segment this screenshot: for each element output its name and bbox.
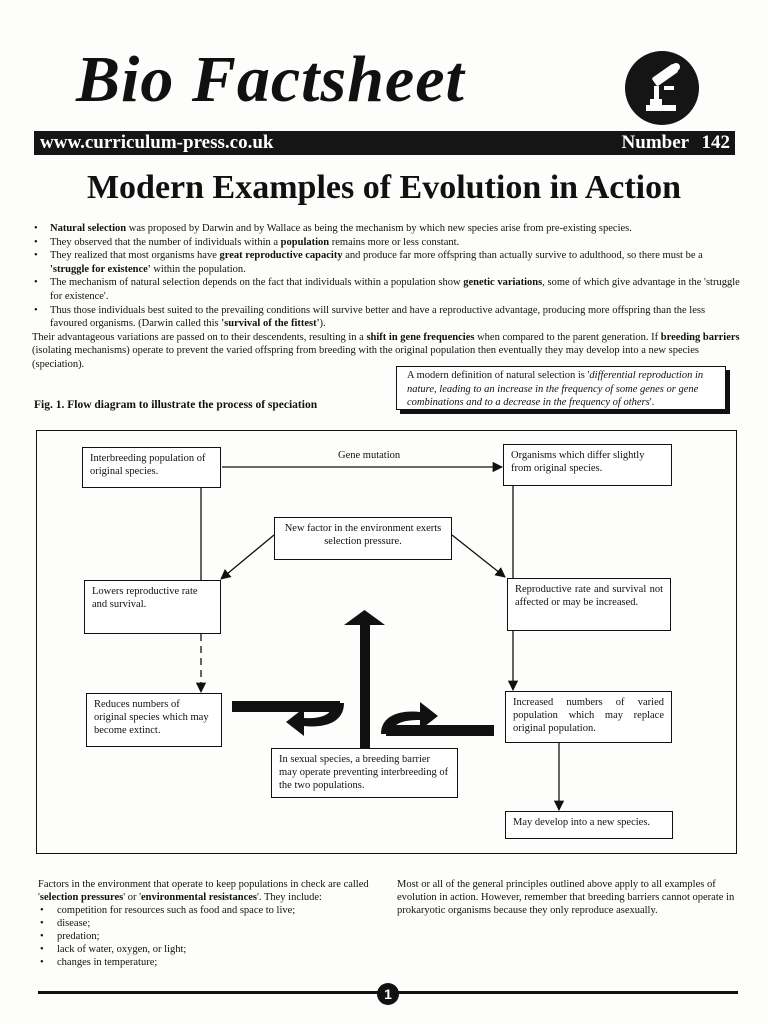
intro-bullet-run: remains more or less constant. (329, 236, 460, 248)
intro-bullet-run: and produce far more offspring than actually survive to adulthood, so there must be a (342, 250, 703, 262)
selection-pressure-item: • lack of water, oxygen, or light; (38, 943, 380, 956)
intro-bullet-run: great reproductive capacity (219, 250, 343, 262)
page-number: 1 (377, 983, 399, 1005)
intro-paragraph-run: breeding barriers (660, 331, 740, 343)
edge-label-gene-mutation: Gene mutation (338, 450, 401, 461)
selection-pressures-intro (38, 878, 380, 904)
node-reduces-numbers: Reduces numbers of original species which may become extinct. (86, 693, 222, 747)
intro-bullet-run: 'survival of the fittest' (221, 318, 320, 330)
selection-pressure-item: • disease; (38, 917, 380, 930)
intro-bullet-run: Natural selection (50, 223, 127, 234)
node-reproductive-rate-unaffected: Reproductive rate and survival not affected or may be increased. (507, 578, 671, 631)
curved-arrow-right (386, 725, 494, 736)
definition-run: differential reproduction in nature, leading to an increase in the frequency of some genes or gene combinations and to a decrease in the frequency of others (407, 370, 704, 408)
node-lowers-reproductive-rate: Lowers reproductive rate and survival. (84, 580, 221, 634)
intro-bullet-run: They observed that the number of individuals within a (50, 236, 281, 248)
intro-bullet-run: within the population. (150, 263, 246, 275)
intro-bullet-run: genetic variations (463, 277, 543, 289)
curved-arrow-left (232, 701, 340, 712)
node-organisms-differ: Organisms which differ slightly from original species. (503, 444, 672, 486)
arrow-pressure-right (452, 535, 505, 577)
breeding-barrier-arrow-up (344, 610, 385, 752)
intro-bullet-run: ). (319, 318, 326, 330)
selection-pressures-run: environmental resistances (141, 892, 257, 903)
intro-paragraph-run: shift in gene frequencies (366, 331, 475, 343)
node-new-factor: New factor in the environment exerts selection pressure. (274, 517, 452, 560)
selection-pressures-run: ' or ' (123, 892, 142, 903)
node-breeding-barrier: In sexual species, a breeding barrier may operate preventing interbreeding of the two populations. (271, 748, 458, 798)
intro-bullet-run: 'struggle for existence' (50, 263, 151, 275)
brand-title: Bio Factsheet (76, 43, 465, 116)
selection-pressures-list (38, 904, 380, 969)
website-url: www.curriculum-press.co.uk (40, 132, 274, 153)
intro-bullet-run: was proposed by Darwin and by Wallace as being the mechanism by which new species arise from pre-existing species. (126, 223, 632, 234)
intro-paragraph-run: Their advantageous variations are passed on to their descendents, resulting in a (32, 331, 367, 343)
selection-pressures-run: selection pressures (39, 892, 124, 903)
selection-pressures-section (38, 878, 380, 969)
general-principles-note: Most or all of the general principles outlined above apply to all examples of evolution in action. However, remember that breeding barriers cannot operate in prokaryotic organisms because they only reproduce asexually. (397, 879, 735, 916)
intro-bullet-run: Thus those individuals best suited to the prevailing conditions will survive better and have a reproductive advantage, producing more offspring than the less favoured organisms. (Darwin called this (50, 304, 706, 330)
page-title: Modern Examples of Evolution in Action (86, 169, 682, 206)
figure-caption: Fig. 1. Flow diagram to illustrate the process of speciation (34, 399, 318, 411)
intro-bullet-run: The mechanism of natural selection depends on the fact that individuals within a population show (50, 277, 464, 289)
definition-run: '. (649, 397, 655, 408)
issue-number: Number 142 (621, 132, 730, 153)
node-new-species: May develop into a new species. (505, 811, 673, 839)
intro-paragraph-run: (isolating mechanisms) operate to prevent the varied offspring from breeding with the original population then eventually they may develop into a new species (speciation). (32, 345, 699, 370)
intro-paragraph-run: when compared to the parent generation. If (474, 331, 661, 343)
selection-pressures-run: Factors in the environment that operate to keep populations in check are called ' (38, 879, 369, 903)
intro-bullet-run: They realized that most organisms have (50, 250, 220, 262)
definition-run: A modern definition of natural selection is ' (407, 370, 590, 381)
selection-pressures-run: '. They include: (257, 892, 322, 903)
node-increased-numbers: Increased numbers of varied population which may replace original population. (505, 691, 672, 743)
arrow-pressure-left (221, 535, 274, 579)
selection-pressure-item: • competition for resources such as food and space to live; (38, 904, 380, 917)
intro-bullet-run: , some of which give advantage in the 'struggle for existence'. (50, 277, 740, 302)
node-interbreeding-population: Interbreeding population of original species. (82, 447, 221, 488)
intro-bullet-run: population (280, 236, 330, 248)
selection-pressure-item: • changes in temperature; (38, 956, 380, 969)
selection-pressure-item: • predation; (38, 930, 380, 943)
